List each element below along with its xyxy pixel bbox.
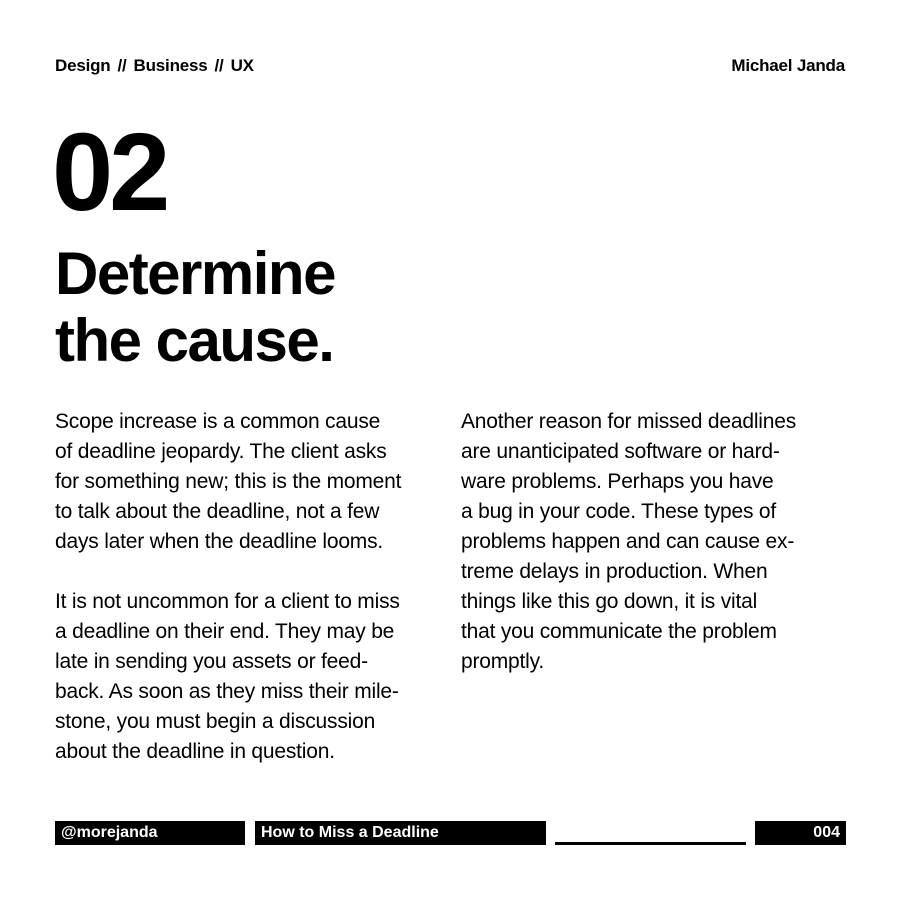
category-ux: UX [230,56,254,75]
paragraph-line: are unanticipated software or hard- [461,440,780,463]
paragraph-line: things like this go down, it is vital [461,590,758,613]
paragraph-line: to talk about the deadline, not a few [55,500,380,523]
category-separator: // [117,56,127,75]
paragraph-line: a deadline on their end. They may be [55,620,395,643]
body-paragraph [55,587,447,767]
section-number: 02 [52,111,167,234]
paragraph-line: problems happen and can cause ex- [461,530,795,553]
paragraph-line: treme delays in production. When [461,560,768,583]
body-column-left [55,407,447,767]
paragraph-line: of deadline jeopardy. The client asks [55,440,387,463]
category-breadcrumb [55,56,254,76]
paragraph-line: Scope increase is a common cause [55,410,381,433]
category-business: Business [133,56,208,75]
paragraph-line: that you communicate the problem [461,620,777,643]
footer-bar [55,821,846,845]
paragraph-line: It is not uncommon for a client to miss [55,590,400,613]
footer-divider [555,842,746,845]
series-title: How to Miss a Deadline [255,821,546,845]
page-number: 004 [755,821,846,845]
body-column-right [461,407,853,677]
body-paragraph [55,407,447,557]
category-separator: // [214,56,224,75]
social-handle: @morejanda [55,821,245,845]
paragraph-line: late in sending you assets or feed- [55,650,368,673]
paragraph-line: ware problems. Perhaps you have [461,470,774,493]
paragraph-line: about the deadline in question. [55,740,335,763]
paragraph-line: promptly. [461,650,544,673]
paragraph-line: Another reason for missed deadlines [461,410,797,433]
category-design: Design [55,56,111,75]
paragraph-line: days later when the deadline looms. [55,530,384,553]
section-title [55,240,335,374]
paragraph-gap [55,557,447,587]
paragraph-line: a bug in your code. These types of [461,500,777,523]
section-title-line: Determine [55,240,335,307]
paragraph-line: back. As soon as they miss their mile- [55,680,399,703]
paragraph-line: stone, you must begin a discussion [55,710,376,733]
paragraph-line: for something new; this is the moment [55,470,402,493]
body-paragraph [461,407,853,677]
author-name: Michael Janda [731,56,845,75]
section-title-line: the cause. [55,307,334,374]
